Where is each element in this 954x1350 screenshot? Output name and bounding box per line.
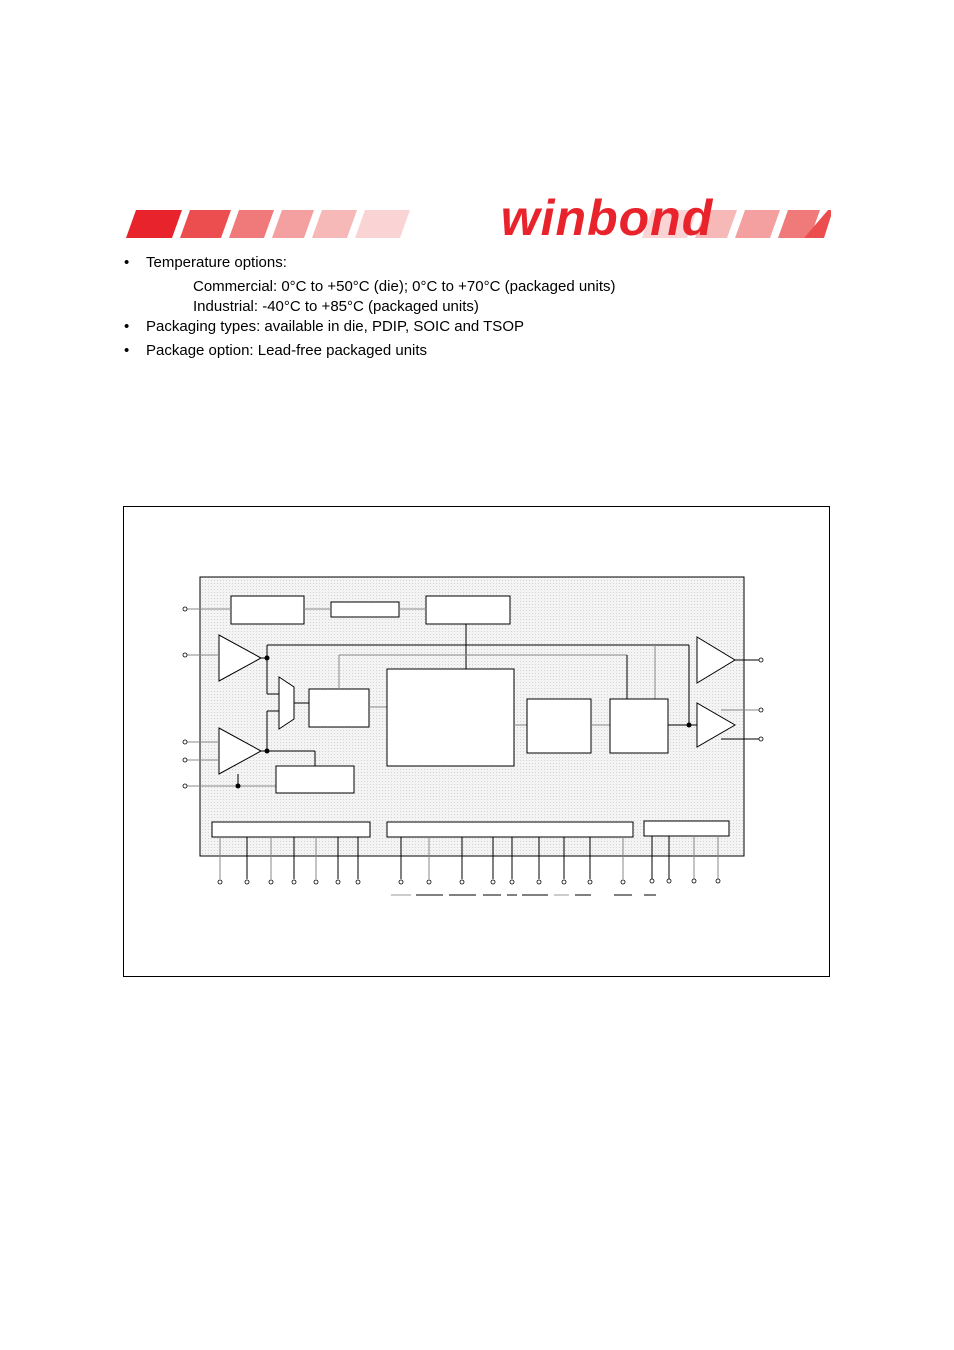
- stripe: [312, 210, 357, 238]
- pin-terminal: [460, 880, 464, 884]
- list-item: [124, 340, 427, 361]
- stripe: [180, 210, 231, 238]
- pin-terminal: [183, 758, 187, 762]
- stripe: [126, 210, 182, 238]
- list-item: [124, 252, 287, 273]
- memory-array-block: [387, 669, 514, 766]
- pin-terminal: [759, 708, 763, 712]
- pin-terminal: [510, 880, 514, 884]
- bullet-icon: •: [124, 318, 130, 335]
- pin-terminal: [399, 880, 403, 884]
- pin-terminal: [314, 880, 318, 884]
- pin-terminal: [269, 880, 273, 884]
- control-bar-middle: [387, 822, 633, 837]
- middle-right-block: [527, 699, 591, 753]
- pin-terminal: [759, 737, 763, 741]
- pin-terminal: [427, 880, 431, 884]
- pin-terminal: [650, 879, 654, 883]
- power-bar-right: [644, 821, 729, 836]
- commercial-range: Commercial: 0°C to +50°C (die); 0°C to +70°C (packaged units): [193, 278, 616, 295]
- package-option: Package option: Lead-free packaged units: [146, 342, 428, 359]
- pin-terminal: [562, 880, 566, 884]
- stripe: [272, 210, 314, 238]
- block-diagram-frame: [123, 506, 830, 977]
- winbond-logo: [124, 190, 831, 246]
- junction-dot: [687, 723, 692, 728]
- pin-terminal: [716, 879, 720, 883]
- industrial-range: Industrial: -40°C to +85°C (packaged units): [193, 298, 479, 315]
- pin-terminal: [667, 879, 671, 883]
- temperature-label: Temperature options:: [146, 254, 287, 271]
- stripe: [229, 210, 274, 238]
- pin-terminal: [759, 658, 763, 662]
- top-middle-block: [331, 602, 399, 617]
- address-bar-left: [212, 822, 370, 837]
- pin-terminal: [218, 880, 222, 884]
- list-item: [124, 316, 524, 337]
- pin-terminal: [537, 880, 541, 884]
- mux-output-block: [309, 689, 369, 727]
- junction-dot: [265, 749, 270, 754]
- pin-terminal: [183, 607, 187, 611]
- stripe: [355, 210, 410, 238]
- block-diagram: [124, 507, 831, 978]
- pin-terminal: [292, 880, 296, 884]
- pin-terminal: [183, 653, 187, 657]
- pin-terminal: [621, 880, 625, 884]
- pin-terminal: [183, 740, 187, 744]
- brand-wordmark: winbond: [500, 190, 714, 246]
- junction-dot: [265, 656, 270, 661]
- top-left-block: [231, 596, 304, 624]
- pin-terminal: [692, 879, 696, 883]
- bottom-left-block: [276, 766, 354, 793]
- pin-terminal: [336, 880, 340, 884]
- junction-dot: [236, 784, 241, 789]
- pin-terminal: [183, 784, 187, 788]
- bullet-icon: •: [124, 342, 130, 359]
- packaging-types: Packaging types: available in die, PDIP, SOIC and TSOP: [146, 318, 524, 335]
- pin-terminal: [245, 880, 249, 884]
- top-right-block: [426, 596, 510, 624]
- bullet-icon: •: [124, 254, 130, 271]
- pin-terminal: [491, 880, 495, 884]
- pin-terminal: [588, 880, 592, 884]
- pin-terminal: [356, 880, 360, 884]
- output-control-block: [610, 699, 668, 753]
